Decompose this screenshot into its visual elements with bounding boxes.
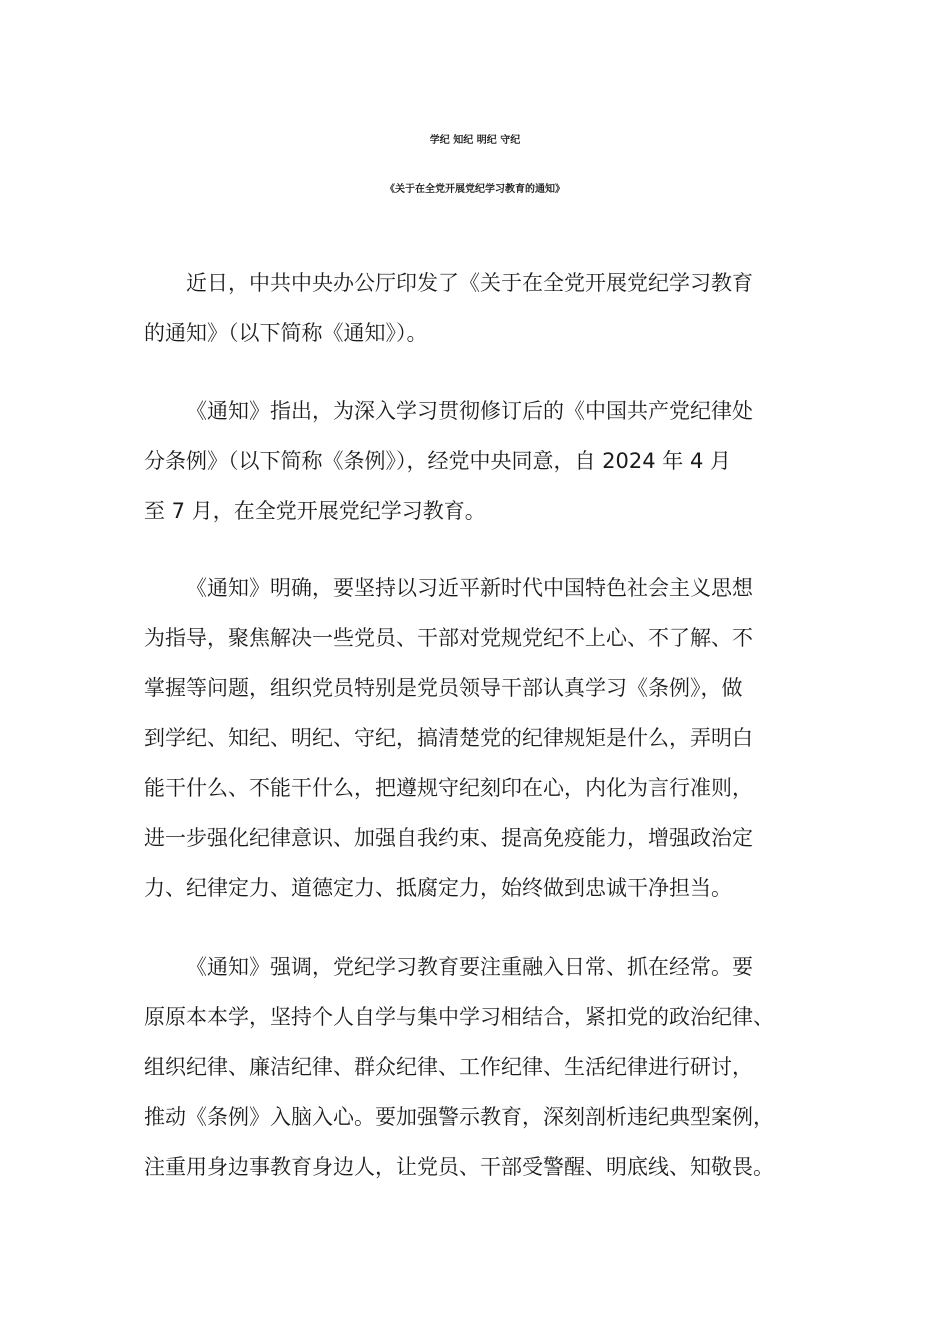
paragraph-3-line-1: 《通知》明确，要坚持以习近平新时代中国特色社会主义思想 [186,576,753,600]
paragraph-4-line-1: 《通知》强调，党纪学习教育要注重融入日常、抓在经常。要 [186,955,753,979]
paragraph-4-line-3: 组织纪律、廉洁纪律、群众纪律、工作纪律、生活纪律进行研讨， [144,1055,753,1079]
paragraph-3-line-5: 能干什么、不能干什么，把遵规守纪刻印在心，内化为言行准则， [144,776,753,800]
paragraph-1-line-1: 近日，中共中央办公厅印发了《关于在全党开展党纪学习教育 [186,271,753,295]
paragraph-2-line-3: 至 7 月，在全党开展党纪学习教育。 [144,499,486,523]
paragraph-2-line-2: 分条例》（以下简称《条例》），经党中央同意，自 2024 年 4 月 [144,449,732,473]
paragraph-1-line-2: 的通知》（以下简称《通知》）。 [144,321,428,345]
document-title: 学纪 知纪 明纪 守纪 [429,135,521,146]
paragraph-4-line-5: 注重用身边事教育身边人，让党员、干部受警醒、明底线、知敬畏。 [144,1155,774,1179]
paragraph-3-line-3: 掌握等问题，组织党员特别是党员领导干部认真学习《条例》，做 [144,676,743,700]
paragraph-4-line-2: 原原本本学，坚持个人自学与集中学习相结合，紧扣党的政治纪律、 [144,1005,774,1029]
paragraph-3-line-7: 力、纪律定力、道德定力、抵腐定力，始终做到忠诚干净担当。 [144,876,732,900]
paragraph-3-line-2: 为指导，聚焦解决一些党员、干部对党规党纪不上心、不了解、不 [144,626,753,650]
paragraph-2-line-1: 《通知》指出，为深入学习贯彻修订后的《中国共产党纪律处 [186,399,753,423]
paragraph-3-line-4: 到学纪、知纪、明纪、守纪，搞清楚党的纪律规矩是什么，弄明白 [144,726,753,750]
paragraph-3-line-6: 进一步强化纪律意识、加强自我约束、提高免疫能力，增强政治定 [144,826,753,850]
paragraph-4-line-4: 推动《条例》入脑入心。要加强警示教育，深刻剖析违纪典型案例， [144,1105,774,1129]
document-subtitle: 《关于在全党开展党纪学习教育的通知》 [385,184,565,195]
